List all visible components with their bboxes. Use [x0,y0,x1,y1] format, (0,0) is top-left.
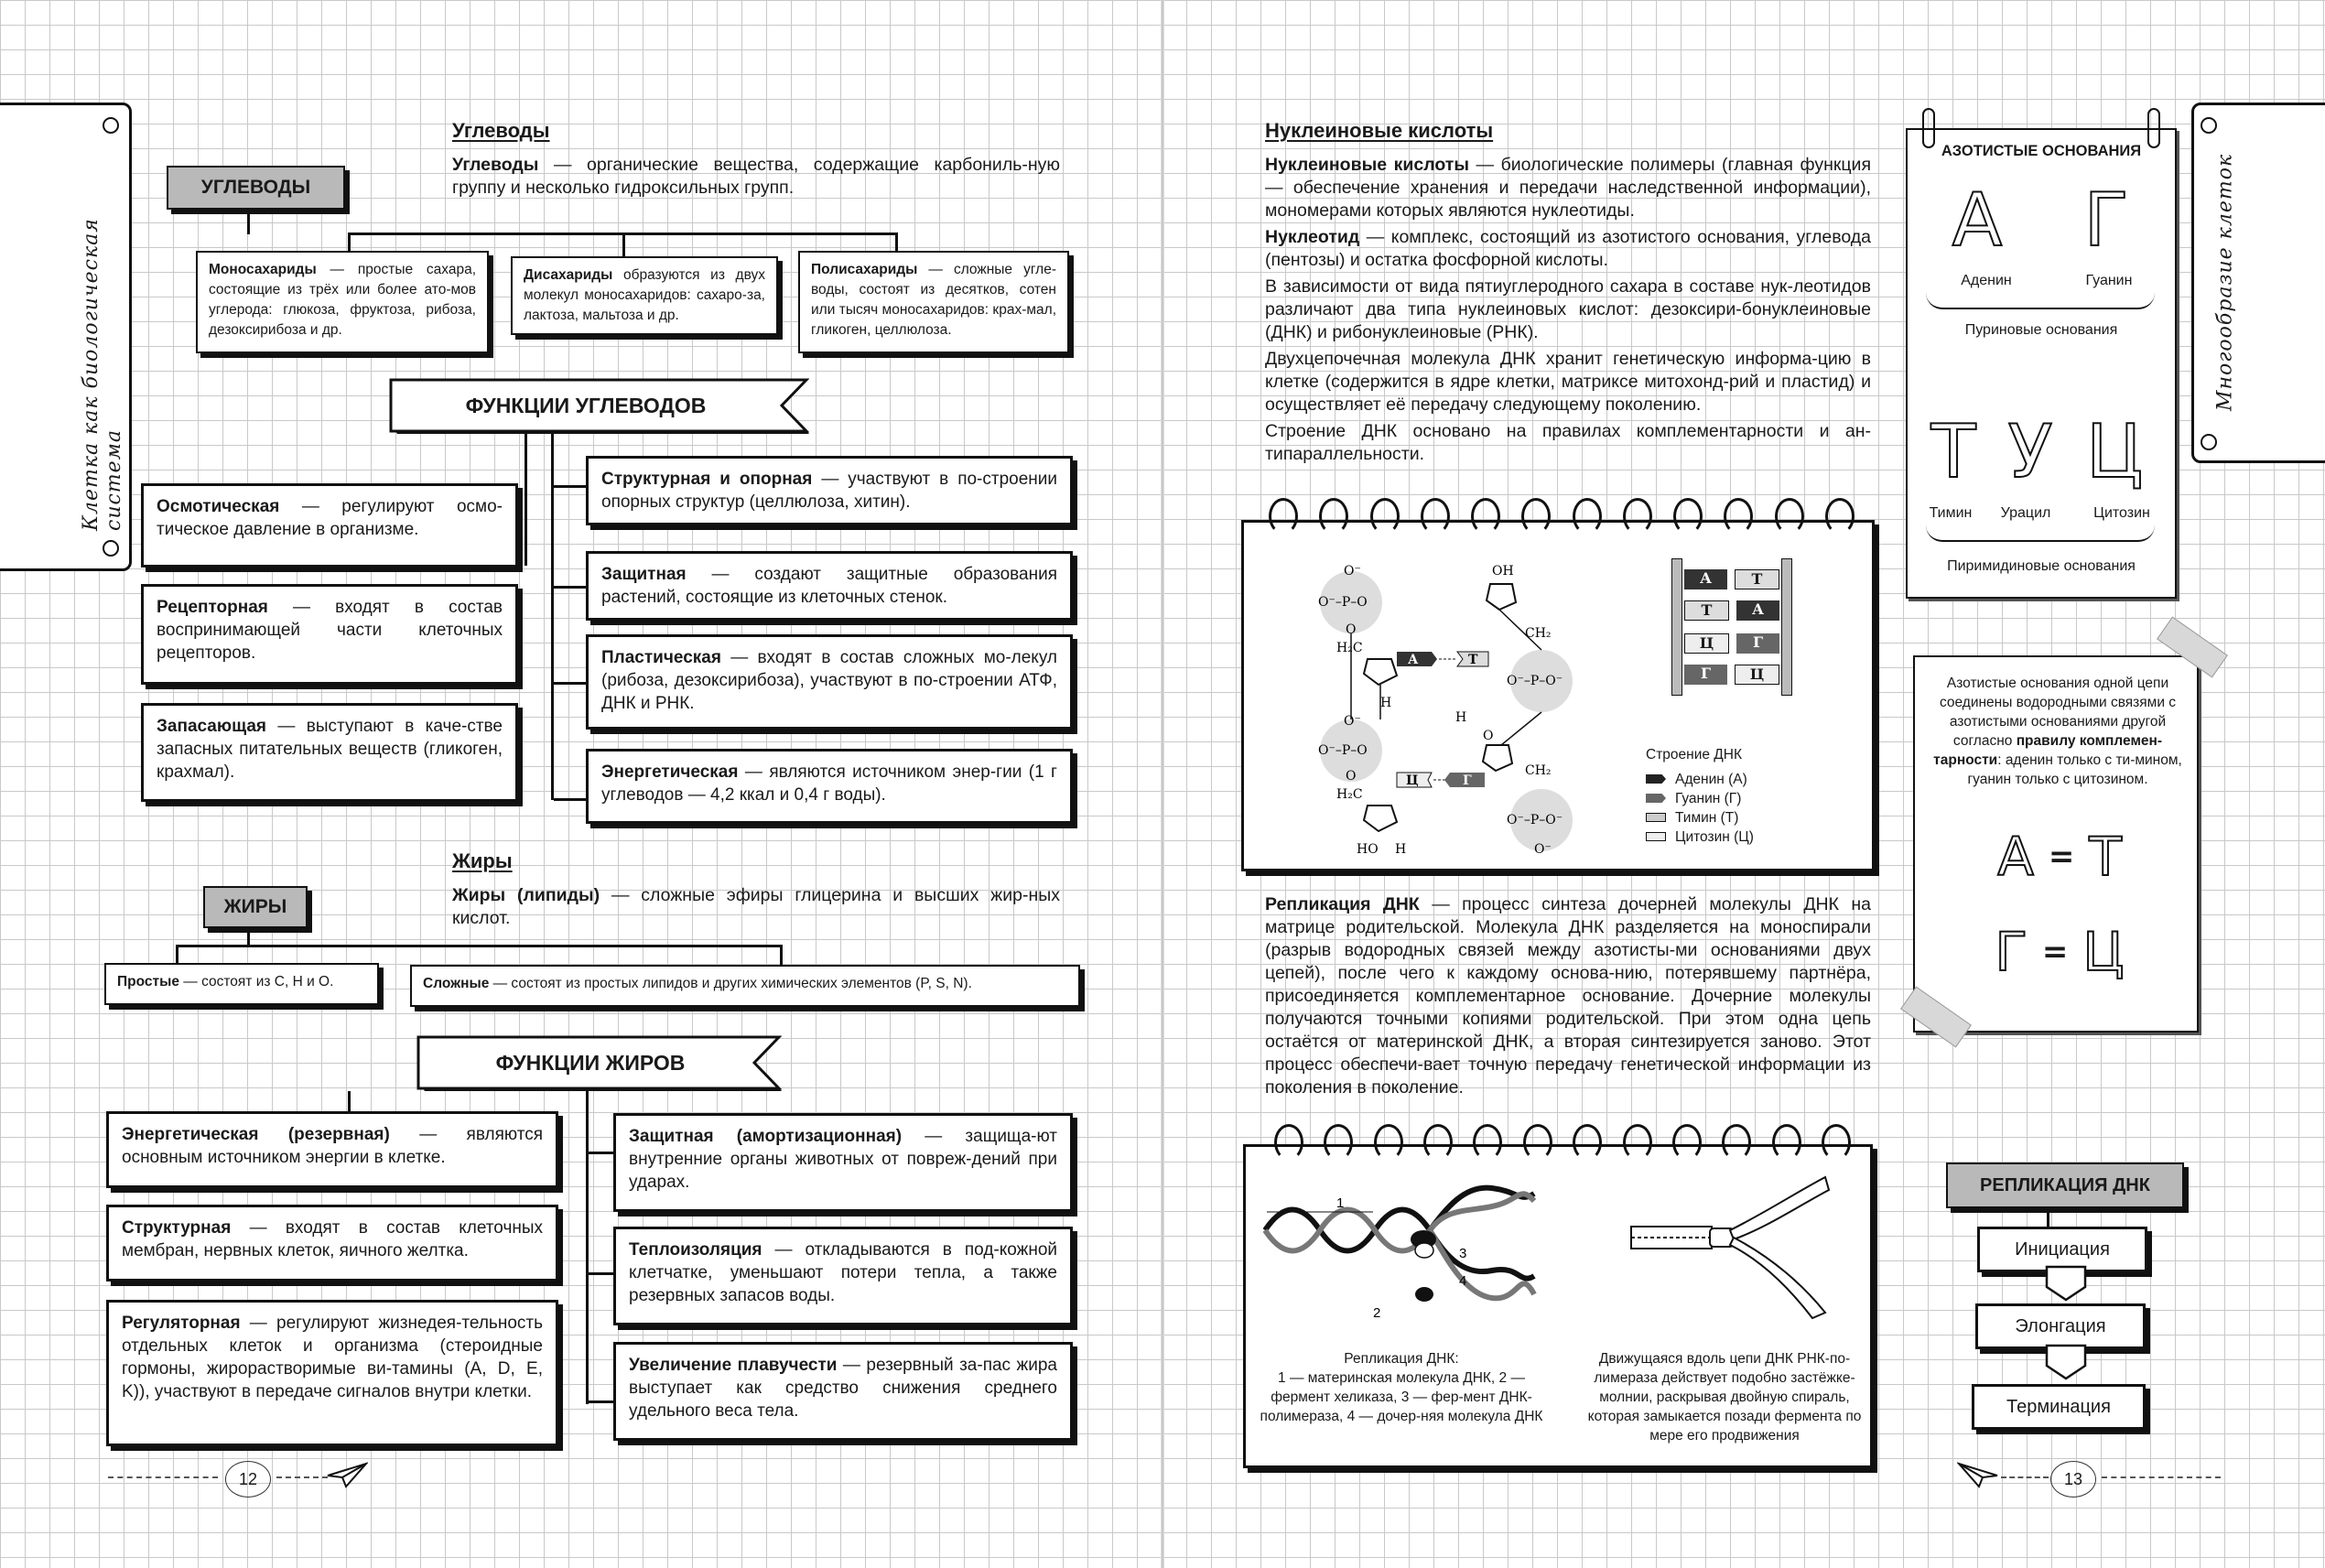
base-char-thymine-icon: Т [1930,409,1976,494]
page-fold [1161,0,1164,1568]
function-text: — входят в состав сложных мо-лекул (рибоза, дезоксирибоза), участвуют в по-строении АТФ, ДНК и РНК. [601,648,1057,713]
function-text: — защища-ют внутренние органы животных от повреж-дений при ударах. [629,1127,1057,1192]
base-char-guanine-icon: Г [2083,178,2129,263]
down-arrow-icon [2045,1265,2087,1302]
base-char-uracil-icon: У [2007,409,2053,494]
replication-step-elongation: Элонгация [1975,1303,2146,1349]
pyrimidine-thymine: Тимин [1929,505,1973,521]
base-t: Т [1468,653,1478,667]
function-text: — входят в состав воспринимающей части клеточных рецепторов. [157,598,503,663]
right-side-tab-label: Многообразие клеток [2213,153,2237,411]
function-term: Рецепторная [157,598,268,617]
eq-sign: = [2041,934,2069,970]
fats-definition [452,884,1060,930]
legend-label: Аденин (А) [1675,772,1747,787]
left-side-tab-label: Клетка как биологическая система [80,218,125,531]
rung-right-base: Ц [1735,665,1779,685]
notebook-rings [1269,498,1855,535]
ring-icon [1722,1124,1751,1161]
type-term: Моносахариды [209,262,317,277]
ring-icon [1825,498,1855,535]
rule-pre: Азотистые основания одной цепи соединены водородными связями с азотистыми основаниями другой согласно [1939,676,2177,749]
ring-icon [1421,498,1450,535]
replication-term: Репликация ДНК [1265,894,1420,914]
pair-gc-equation [1968,914,2151,990]
replication-step-termination: Терминация [1972,1384,2146,1430]
connector [554,682,589,685]
function-term: Теплоизоляция [629,1240,762,1260]
left-page-number: 12 [225,1461,271,1498]
legend-label: Цитозин (Ц) [1675,829,1754,845]
nucleic-para-1 [1265,154,1871,222]
legend-item [1646,789,1754,808]
ring-icon [1521,498,1551,535]
fats-type-simple [104,963,379,1005]
fats-title: Жиры [452,849,513,872]
function-term: Защитная [601,565,687,584]
eq-t-icon: Т [2089,826,2122,888]
zipper-caption: Движущаяся вдоль цепи ДНК РНК-по-лимераза действует подобно застёжке-молнии, раскрывая двойную спираль, которая замыкается позади фермента по мере его продвижения [1587,1351,1862,1444]
eq-g-icon: Г [1995,921,2028,983]
legend-swatch [1646,774,1666,784]
bases-card-title: АЗОТИСТЫЕ ОСНОВАНИЯ [1941,143,2142,159]
function-term: Запасающая [157,717,267,736]
replication-steps-title: РЕПЛИКАЦИЯ ДНК [1946,1162,2184,1208]
connector [176,945,780,947]
nucleic-para-4: Двухцепочечная молекула ДНК хранит генетическую информа-цию в клетке (содержится в ядре клетки, матриксе митохонд-рий и пластид) и осуществляет её передачу следующему поколению. [1265,349,1871,415]
ring-icon [1772,1124,1801,1161]
type-text: — сложные угле-воды, состоят из десятков, сотен или тысяч моносахаридов: крах-мал, гликоген, целлюлоза. [811,262,1056,338]
ring-icon [1324,1124,1353,1161]
carbs-def-term: Углеводы [452,155,539,175]
function-text: — участвуют в по-строении опорных структур (целлюлоза, хитин). [601,470,1057,512]
base-c: Ц [1406,773,1419,788]
carbs-function-protective [586,551,1073,621]
paper-plane-icon [326,1461,368,1488]
chem-label: O [1346,769,1357,784]
nucleic-para-3: В зависимости от вида пятиуглеродного сахара в составе нук-леотидов различают два типа нуклеиновых кислот: дезоксири-бонуклеиновые (ДНК) и рибонуклеиновые (РНК). [1265,276,1871,342]
legend-label: Гуанин (Г) [1675,791,1742,806]
ladder-rung-2 [1684,600,1779,621]
para-term: Нуклеиновые кислоты [1265,155,1469,175]
ring-icon [1623,1124,1652,1161]
ring-icon [1274,1124,1303,1161]
rung-left-base: Ц [1684,633,1729,654]
rung-right-base: Г [1736,633,1779,654]
rung-right-base: Т [1735,569,1779,589]
chem-label: O⁻ [1344,714,1361,729]
chem-label: H [1380,696,1392,710]
ring-icon [1822,1124,1851,1161]
fats-tag: ЖИРЫ [203,886,308,928]
function-term: Защитная (амортизационная) [629,1127,903,1146]
left-tab-pin-icon [103,117,119,134]
carbs-def-text: — органические вещества, содержащие карбониль-ную группу и несколько гидроксильных групп. [452,155,1060,198]
pyrimidine-cytosine: Цитозин [2093,505,2150,521]
right-tab-pin-icon [2201,117,2217,134]
legend-label: Тимин (Т) [1675,810,1739,826]
chem-label: O⁻–P–O⁻ [1507,674,1563,688]
replication-text: — процесс синтеза дочерней молекулы ДНК на матрице родительской. Молекула ДНК разделяется на моноспирали (разрыв водородных связей между азотисты-ми основаниями двух цепей), после чего к каждому основа-нию, потерявшему партнёра, присоединяется комплементарное основание. Дочерние молекулы получаются точными копиями родительской. При этом одна цепь остаётся от материнской ДНК, а вторая синтезируется заново. Этот процесс обеспечи-вает точную передачу генетической информации из поколения в поколение. [1265,894,1871,1098]
nucleic-title: Нуклеиновые кислоты [1265,119,1494,142]
ring-icon [1370,498,1400,535]
pyrimidine-brace-icon [1926,525,2155,542]
connector [2047,1210,2049,1227]
legend-swatch [1646,832,1666,841]
fats-function-regulatory [106,1300,558,1446]
rung-right-base: А [1736,600,1779,621]
function-text: — регулируют осмо-тическое давление в организме. [157,497,503,539]
type-text: — простые сахара, состоящие из трёх или более ато-мов углерода: глюкоза, фруктоза, рибоза, дезоксирибоза и др. [209,262,476,338]
replication-label-1: 1 [1336,1195,1345,1211]
purine-brace-icon [1926,293,2155,309]
left-footer-dashes-2 [276,1476,328,1478]
type-term: Сложные [423,976,490,991]
right-tab-pin-icon-2 [2201,434,2217,450]
fats-functions-title: ФУНКЦИИ ЖИРОВ [495,1050,686,1075]
dna-replication-illustration [1263,1175,1538,1322]
function-term: Структурная [122,1218,232,1238]
chem-label: HO [1357,842,1379,857]
ladder-rail-right [1781,558,1792,696]
fats-function-thermal [613,1227,1073,1325]
fats-function-protective [613,1113,1073,1212]
legend-item [1646,770,1754,789]
carbs-tag: УГЛЕВОДЫ [167,166,345,210]
chem-label: O⁻–P–O [1318,743,1368,758]
connector [586,1091,589,1404]
chem-label: H₂C [1336,787,1363,802]
ladder-rung-1 [1684,569,1779,589]
function-term: Увеличение плавучести [629,1356,838,1375]
complementarity-text [1931,674,2184,789]
carbs-type-disaccharides [511,256,778,335]
para-term: Нуклеотид [1265,227,1360,247]
base-g: Г [1463,773,1472,788]
rung-left-base: Т [1684,600,1729,621]
legend-item [1646,827,1754,847]
para-text: — биологические полимеры (главная функция — обеспечение хранения и передачи наследственной информации), мономерами которых являются нуклеотиды. [1265,155,1871,221]
replication-label-2: 2 [1373,1305,1381,1321]
dna-chemical-structure [1300,557,1602,859]
function-term: Регуляторная [122,1314,241,1333]
dna-ladder [1671,558,1794,696]
connector [524,434,527,566]
ring-icon [1374,1124,1403,1161]
ring-icon [1672,1124,1702,1161]
type-text: — состоят из C, H и O. [178,974,334,989]
rule-post: : аденин только с ти-мином, гуанин только с цитозином. [1967,752,2182,787]
carbs-function-energy [586,749,1073,824]
carbs-title: Углеводы [452,119,550,142]
base-char-cytosine-icon: Ц [2085,409,2144,494]
ladder-rung-3 [1684,633,1779,654]
replication-paragraph [1265,893,1871,1099]
paper-plane-icon [1957,1461,1999,1488]
function-term: Осмотическая [157,497,280,516]
connector [554,586,589,589]
ring-icon [1471,498,1500,535]
chem-label: H₂C [1336,641,1363,655]
legend-item [1646,808,1754,827]
connector [551,434,554,800]
function-text: — являются основным источником энергии в клетке. [122,1125,543,1167]
chem-label: O⁻ [1344,564,1361,579]
ring-icon [1423,1124,1453,1161]
rule-term: правилу комплемен-тарности [1933,733,2163,768]
connector [895,232,898,253]
ring-icon [1573,1124,1602,1161]
rung-left-base: А [1684,569,1727,589]
chem-label: H [1455,710,1467,725]
function-text: — являются источником энер-гии (1 г углеводов — 4,2 ккал и 0,4 г воды). [601,762,1057,805]
pair-at-equation [1968,822,2151,892]
eq-a-icon: А [1997,826,2034,888]
nucleic-para-5: Строение ДНК основано на правилах комплементарности и ан-типараллельности. [1265,421,1871,464]
ring-icon [1623,498,1652,535]
notebook-rings-2 [1274,1124,1851,1161]
function-term: Пластическая [601,648,721,667]
function-text: — резервный за-пас жира выступает как средство снижения среднего удельного веса тела. [629,1356,1057,1421]
function-term: Энергетическая (резервная) [122,1125,390,1144]
dna-legend [1646,745,1754,847]
connector [589,1400,616,1403]
eq-c-icon: Ц [2082,921,2125,983]
ring-icon [1473,1124,1502,1161]
ring-icon [1269,498,1298,535]
purine-adenine: Аденин [1961,273,2012,288]
connector [589,1152,616,1154]
chem-label: O⁻–P–O [1318,595,1368,610]
ring-icon [1673,498,1703,535]
chem-label: O [1346,622,1357,637]
connector [247,212,250,234]
nucleic-paragraphs [1265,154,1871,466]
carbs-function-osmotic [141,483,518,568]
right-footer-dashes-2 [2102,1476,2221,1478]
legend-title: Строение ДНК [1646,747,1743,762]
chem-label: O⁻ [1534,842,1552,857]
ring-icon [1523,1124,1552,1161]
function-text: — создают защитные образования растений, состоящие из клеточных стенок. [601,565,1057,607]
pyrimidine-uracil: Урацил [2000,505,2051,521]
type-term: Полисахариды [811,262,918,277]
ring-icon [1319,498,1348,535]
down-arrow-icon [2045,1344,2087,1380]
chem-label: O⁻–P–O⁻ [1507,813,1563,827]
connector [780,945,783,965]
right-page-number: 13 [2050,1461,2096,1498]
function-text: — откладываются в под-кожной клетчатке, уменьшают потери тепла, а также резервных запасов воды. [629,1240,1057,1305]
function-text: — регулируют жизнедея-тельность отдельных клеток и организма (стероидные гормоны, жирорастворимые ви-тамины (A, D, E, K)), участвуют в передаче сигналов внутри клетки. [122,1314,543,1401]
nucleic-para-2 [1265,226,1871,272]
legend-swatch [1646,813,1666,822]
fats-type-complex [410,965,1080,1007]
para-text: — комплекс, состоящий из азотистого основания, углевода (пентозы) и остатка фосфорной кислоты. [1265,227,1871,270]
carbs-function-plastic [586,634,1073,730]
connector [554,798,589,801]
ladder-rung-4 [1684,665,1779,685]
fats-function-energy [106,1111,558,1188]
connector [554,485,589,488]
eq-sign: = [2048,838,2075,875]
zipper-illustration [1629,1175,1831,1322]
ring-icon [1573,498,1602,535]
replication-step-initiation: Инициация [1977,1227,2147,1272]
fats-function-structural [106,1205,558,1281]
type-text: образуются из двух молекул моносахаридов: сахаро-за, лактоза, мальтоза и др. [524,267,765,323]
replication-label-3: 3 [1459,1246,1467,1261]
right-footer-dashes [2001,1476,2049,1478]
connector [589,1272,616,1275]
base-a: А [1408,653,1419,667]
chem-label: H [1395,842,1407,857]
ring-icon [1724,498,1753,535]
fats-def-term: Жиры (липиды) [452,885,600,905]
fats-def-text: — сложные эфиры глицерина и высших жир-ных кислот. [452,885,1060,928]
chem-label: O [1483,729,1494,743]
carbs-function-structural [586,456,1073,525]
carbs-functions-title: ФУНКЦИИ УГЛЕВОДОВ [465,393,707,417]
chem-label: CH₂ [1525,763,1552,778]
type-term: Дисахариды [524,267,613,283]
fats-function-buoyancy [613,1342,1073,1441]
connector [622,232,625,256]
left-tab-pin-icon-2 [103,540,119,557]
function-text: — выступают в каче-стве запасных питательных веществ (гликоген, крахмал). [157,717,503,782]
function-text: — входят в состав клеточных мембран, нервных клеток, яичного желтка. [122,1218,543,1260]
type-term: Простые [117,974,179,989]
carbs-definition [452,154,1060,200]
purine-guanine: Гуанин [2085,273,2133,288]
connector [348,1091,351,1113]
replication-label-4: 4 [1459,1273,1467,1289]
carbs-type-polysaccharides [798,251,1069,353]
chem-label: OH [1492,564,1514,579]
function-term: Структурная и опорная [601,470,813,489]
rung-left-base: Г [1684,665,1727,685]
replication-caption: Репликация ДНК: 1 — материнская молекула ДНК, 2 — фермент хеликаза, 3 — фер-мент ДНК-полимераза, 4 — дочер-няя молекула ДНК [1260,1351,1543,1424]
legend-swatch [1646,794,1666,803]
carbs-function-storage [141,703,518,802]
connector [176,945,178,965]
carbs-type-monosaccharides [196,251,489,353]
carbs-function-receptor [141,584,518,685]
function-term: Энергетическая [601,762,739,782]
chem-label: CH₂ [1525,626,1552,641]
type-text: — состоят из простых липидов и других химических элементов (P, S, N). [489,976,972,991]
left-footer-dashes [108,1476,218,1478]
base-char-adenine-icon: А [1952,178,2003,263]
pyrimidines-label: Пиримидиновые основания [1947,558,2136,574]
ring-icon [1775,498,1804,535]
purines-label: Пуриновые основания [1964,322,2118,338]
ladder-rail-left [1671,558,1682,696]
